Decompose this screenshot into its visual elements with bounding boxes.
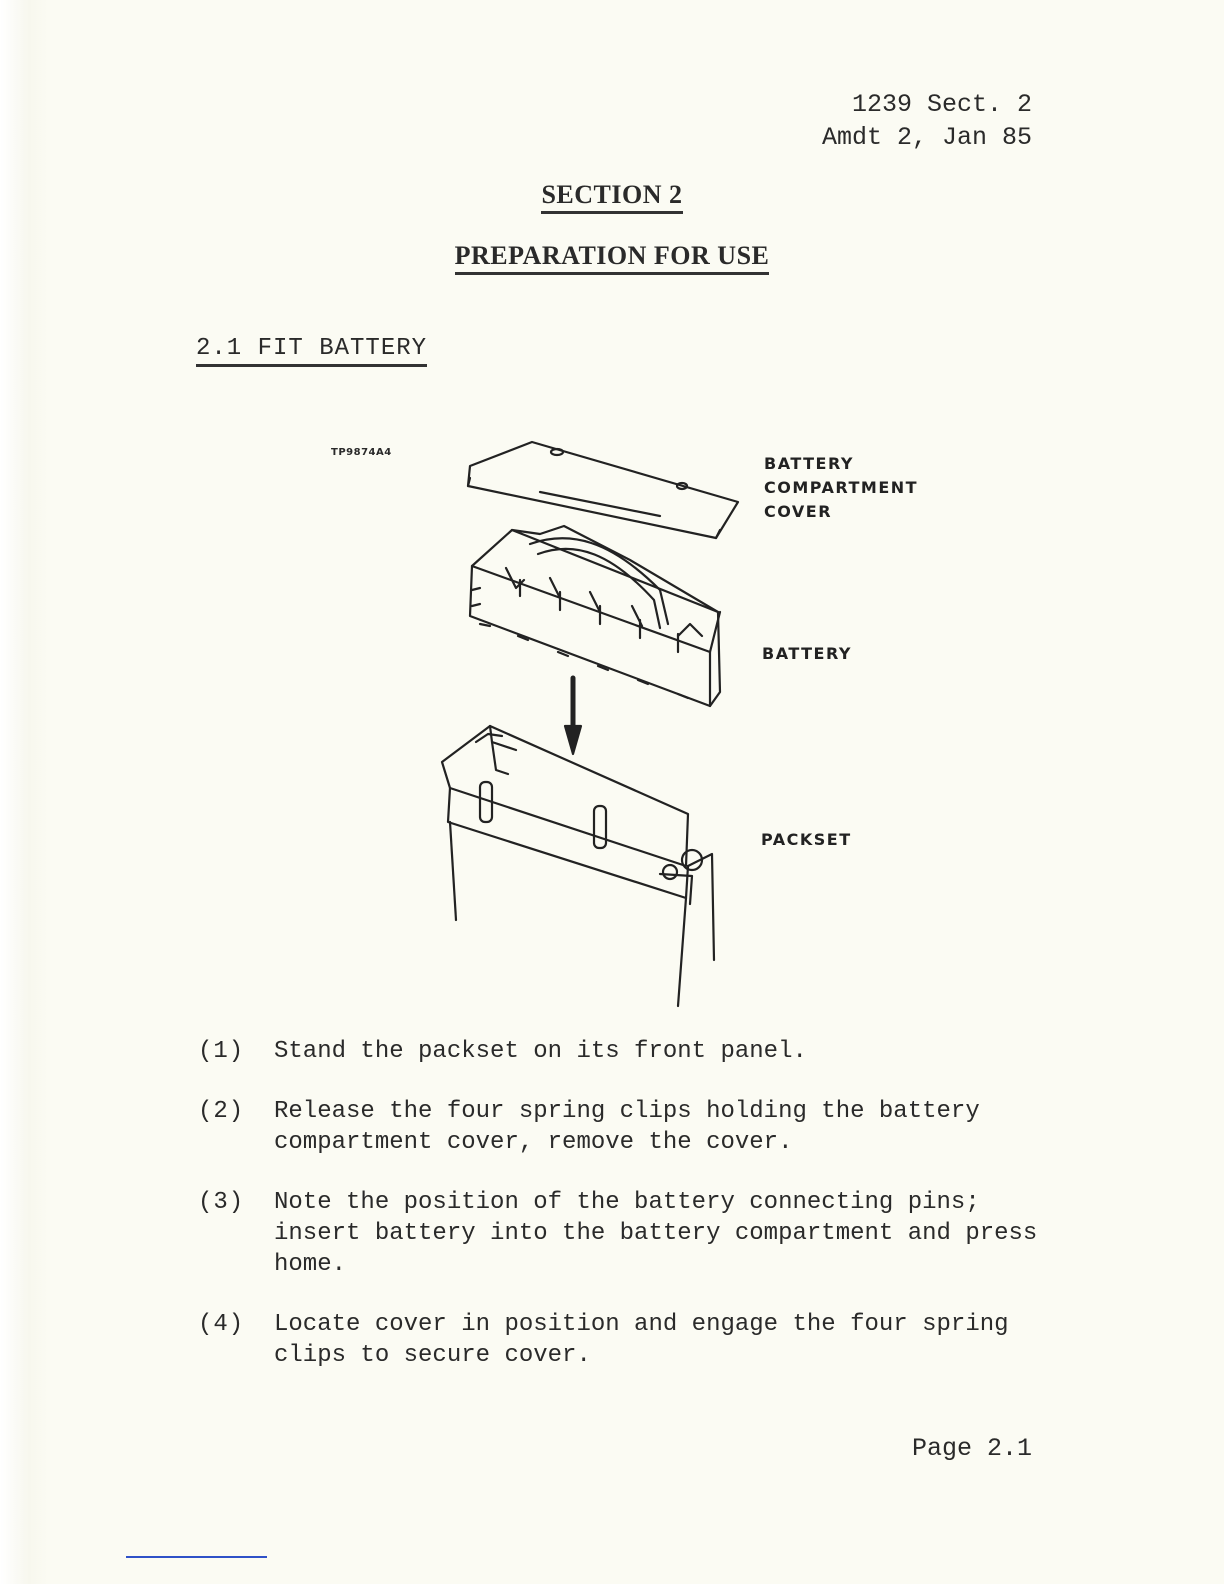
page-number: Page 2.1 bbox=[911, 1434, 1032, 1463]
compartment-cover-drawing bbox=[468, 442, 738, 538]
step-text: Note the position of the battery connecting pins; insert battery into the battery compartment and press home. bbox=[274, 1189, 1038, 1278]
doc-reference: 1239 Sect. 2 bbox=[851, 90, 1032, 119]
step-number: (2) bbox=[198, 1098, 245, 1125]
figure-reference: TP9874A4 bbox=[331, 447, 392, 458]
step-item bbox=[198, 1096, 1058, 1158]
step-item bbox=[198, 1036, 1058, 1067]
label-battery-compartment-cover: BATTERY COMPARTMENT COVER bbox=[764, 454, 919, 521]
step-number: (3) bbox=[198, 1189, 245, 1216]
section-title: SECTION 2 bbox=[0, 180, 1224, 210]
step-number: (1) bbox=[198, 1038, 245, 1065]
label-battery: BATTERY bbox=[762, 644, 852, 663]
subsection-heading: 2.1 FIT BATTERY bbox=[196, 335, 427, 367]
step-text: Stand the packset on its front panel. bbox=[274, 1038, 807, 1065]
packset-drawing bbox=[442, 726, 714, 1006]
page-edge-shadow bbox=[0, 0, 48, 1584]
step-text: Locate cover in position and engage the four spring clips to secure cover. bbox=[274, 1311, 1009, 1369]
step-text: Release the four spring clips holding the battery compartment cover, remove the cover. bbox=[274, 1098, 980, 1156]
scan-artifact-line bbox=[126, 1556, 267, 1558]
step-number: (4) bbox=[198, 1311, 245, 1338]
instruction-steps bbox=[198, 1036, 1058, 1400]
insert-direction-arrow bbox=[565, 678, 581, 754]
battery-fitting-illustration bbox=[420, 430, 750, 1010]
label-packset: PACKSET bbox=[761, 830, 852, 849]
amendment-date: Amdt 2, Jan 85 bbox=[821, 123, 1032, 152]
step-item bbox=[198, 1187, 1058, 1280]
battery-drawing bbox=[470, 526, 720, 706]
document-header bbox=[822, 88, 1032, 154]
section-subtitle: PREPARATION FOR USE bbox=[0, 241, 1224, 271]
step-item bbox=[198, 1309, 1058, 1371]
